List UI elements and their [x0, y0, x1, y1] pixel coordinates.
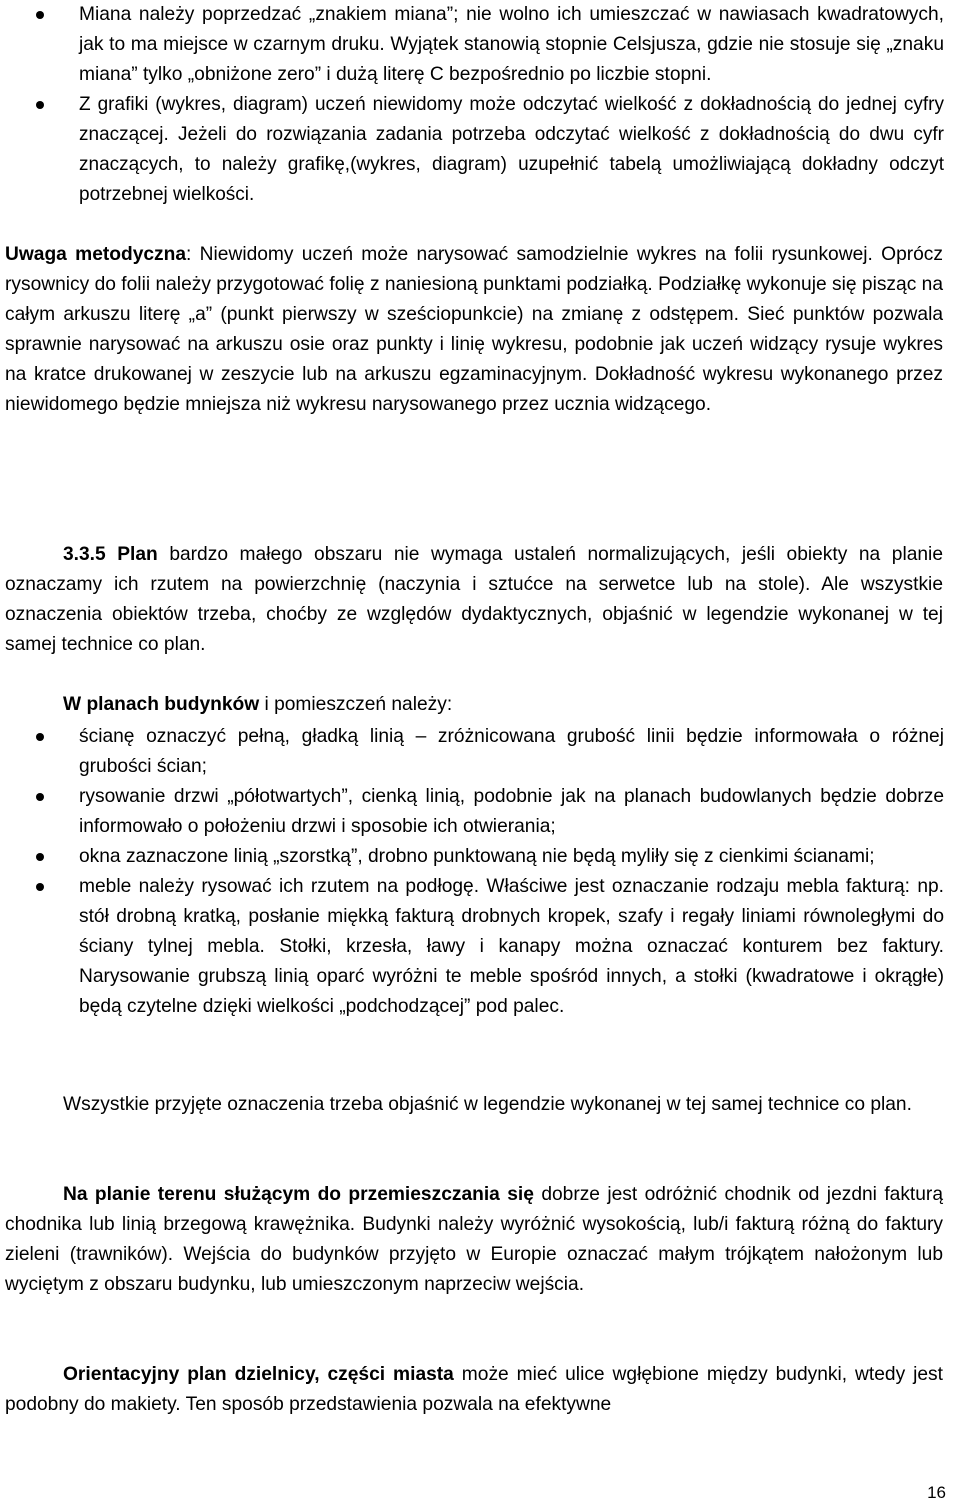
list-item: [0, 0, 960, 90]
buildings-heading: [63, 690, 452, 720]
methodical-note: [5, 240, 943, 420]
district-label: Orientacyjny plan dzielnicy, części miasta: [63, 1364, 454, 1385]
district-text: może mieć ulice wgłębione między budynki, wtedy jest podobny do makiety. Ten sposób przedstawienia pozwala na efektywne: [5, 1364, 943, 1415]
bullet-icon: [36, 853, 44, 861]
list-item: [0, 722, 960, 782]
bullet-text: ścianę oznaczyć pełną, gładką linią – zróżnicowana grubość linii będzie informowała o różnej grubości ścian;: [79, 726, 944, 777]
list-item: [0, 90, 960, 210]
page-number: 16: [927, 1483, 946, 1502]
bullet-text: okna zaznaczone linią „szorstką”, drobno punktowaną nie będą myliły się z cienkimi ścianami;: [79, 846, 875, 867]
plan-text: bardzo małego obszaru nie wymaga ustaleń normalizujących, jeśli obiekty na planie oznaczamy ich rzutem na powierzchnię (naczynia i sztućce na serwetce lub na stole). Ale wszystkie oznaczenia obiektów trzeba, choćby ze względów dydaktycznych, objaśnić w legendzie wykonanej w tej samej technice co plan.: [5, 544, 943, 655]
bullet-icon: [36, 11, 44, 19]
terrain-paragraph: [5, 1180, 943, 1300]
buildings-text: i pomieszczeń należy:: [259, 694, 453, 715]
bullet-icon: [36, 793, 44, 801]
list-item: [0, 872, 960, 1022]
buildings-bullet-list: [0, 722, 960, 1022]
bullet-text: meble należy rysować ich rzutem na podłogę. Właściwe jest oznaczanie rodzaju mebla fakturą: np. stół drobną kratką, posłanie miękką fakturą drobnych kropek, szafy i regały liniami równoległymi do ściany tylnej mebla. Stołki, krzesła, ławy i kanapy można oznaczać konturem bez faktury. Narysowanie grubszą linią oparć wyróżni te meble spośród innych, a stołki (kwadratowe i okrągłe) będą czytelne dzięki wielkości „podchodzącej” pod palec.: [79, 876, 944, 1017]
bullet-icon: [36, 733, 44, 741]
district-paragraph: [5, 1360, 943, 1420]
bullet-icon: [36, 101, 44, 109]
terrain-text: dobrze jest odróżnić chodnik od jezdni fakturą chodnika lub linią brzegową krawężnika. Budynki należy wyróżnić wysokością, lub/i fakturą różną do faktury zieleni (trawników). Wejścia do budynków przyjęto w Europie oznaczać małym trójkątem nałożonym lub wyciętym z obszaru budynku, lub umieszczonym naprzeciw wejścia.: [5, 1184, 943, 1295]
bullet-text: rysowanie drzwi „półotwartych”, cienką linią, podobnie jak na planach budowlanych będzie dobrze informowało o położeniu drzwi i sposobie ich otwierania;: [79, 786, 944, 837]
bullet-text: Miana należy poprzedzać „znakiem miana”; nie wolno ich umieszczać w nawiasach kwadratowych, jak to ma miejsce w czarnym druku. Wyjątek stanowią stopnie Celsjusza, gdzie nie stosuje się „znaku miana” tylko „obniżone zero” i dużą literę C bezpośrednio po liczbie stopni.: [79, 4, 944, 85]
bullet-text: Z grafiki (wykres, diagram) uczeń niewidomy może odczytać wielkość z dokładnością do jednej cyfry znaczącej. Jeżeli do rozwiązania zadania potrzeba odczytać wielkość z dokładnością do dwu cyfr znaczących, to należy grafikę,(wykres, diagram) uzupełnić tabelą umożliwiającą dokładny odczyt potrzebnej wielkości.: [79, 94, 944, 205]
note-text: : Niewidomy uczeń może narysować samodzielnie wykres na folii rysunkowej. Oprócz rysownicy do folii należy przygotować folię z naniesioną punktami podziałką. Podziałkę wykonuje się pisząc na całym arkuszu literę „a” (punkt pierwszy w sześciopunkcie) na zmianę z odstępem. Sieć punktów pozwala sprawnie narysować na arkuszu osie oraz punkty i linię wykresu, podobnie jak uczeń widzący rysuje wykres na kratce drukowanej w zeszycie lub na arkuszu egzaminacyjnym. Dokładność wykresu wykonanego przez niewidomego będzie mniejsza niż wykresu narysowanego przez ucznia widzącego.: [5, 244, 943, 415]
buildings-label: W planach budynków: [63, 694, 260, 715]
list-item: [0, 782, 960, 842]
section-number-heading: 3.3.5 Plan: [63, 544, 158, 565]
bullet-icon: [36, 883, 44, 891]
plan-paragraph: [5, 540, 943, 660]
top-bullet-list: [0, 0, 960, 210]
list-item: [0, 842, 960, 872]
note-label: Uwaga metodyczna: [5, 244, 187, 265]
terrain-label: Na planie terenu służącym do przemieszczania się: [63, 1184, 534, 1205]
buildings-closing: Wszystkie przyjęte oznaczenia trzeba objaśnić w legendzie wykonanej w tej samej technice co plan.: [63, 1094, 912, 1115]
